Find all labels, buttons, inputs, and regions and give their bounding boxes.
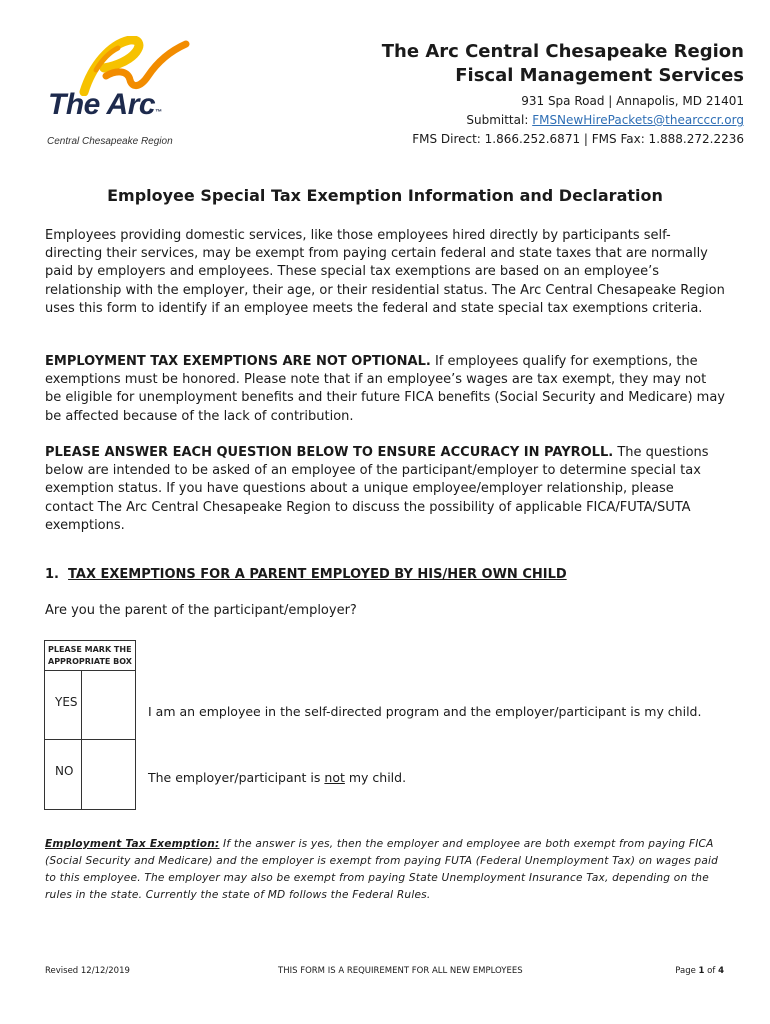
the-arc-logo <box>44 36 214 156</box>
employment-tax-exemption-note <box>45 836 725 904</box>
page-title: Employee Special Tax Exemption Information and Declaration <box>107 186 663 205</box>
yes-row <box>45 671 135 740</box>
org-phone-fax: FMS Direct: 1.866.252.6871 | FMS Fax: 1.888.272.2236 <box>412 132 744 146</box>
section-1-question: Are you the parent of the participant/employer? <box>45 603 357 618</box>
note-text: If the answer is yes, then the employer and employee are both exempt from paying FICA (Social Security and Medicare) and the employer is exempt from paying FUTA (Federal Unemployment Tax) on wages paid to this employee. The employer may also be exempt from paying State Unemployment Insurance Tax, depending on the rules in the state. Currently the state of MD follows the Federal Rules. <box>45 838 719 901</box>
section-1-heading: 1. TAX EXEMPTIONS FOR A PARENT EMPLOYED BY HIS/HER OWN CHILD <box>45 567 567 582</box>
logo-wordmark: The Arc™ <box>48 88 162 121</box>
logo-subtitle: Central Chesapeake Region <box>47 136 173 147</box>
submittal-label: Submittal: <box>466 113 533 127</box>
exemptions-paragraph <box>45 353 725 426</box>
org-address: 931 Spa Road | Annapolis, MD 21401 <box>521 94 744 108</box>
org-submittal <box>382 111 744 130</box>
exemptions-text: If employees qualify for exemptions, the exemptions must be honored. Please note that if an employee’s wages are tax exempt, they may not be eligible for unemployment benefits and their future FICA benefits (Social Security and Medicare) may be affected because of the lack of contribution. <box>45 354 726 424</box>
answer-box <box>44 640 136 810</box>
exemptions-bold: EMPLOYMENT TAX EXEMPTIONS ARE NOT OPTIONAL. <box>45 354 431 369</box>
arc-swoosh-icon <box>44 36 214 96</box>
note-label: Employment Tax Exemption: <box>45 838 220 850</box>
no-checkbox[interactable] <box>81 740 137 809</box>
no-label: NO <box>55 764 74 778</box>
footer-requirement: THIS FORM IS A REQUIREMENT FOR ALL NEW EMPLOYEES <box>278 966 523 976</box>
yes-checkbox[interactable] <box>81 671 137 739</box>
box-header: PLEASE MARK THE APPROPRIATE BOX <box>45 641 135 671</box>
answer-bold: PLEASE ANSWER EACH QUESTION BELOW TO ENSURE ACCURACY IN PAYROLL. <box>45 445 614 460</box>
no-option-text: The employer/participant is not my child. <box>148 770 407 785</box>
answer-text: The questions below are intended to be asked of an employee of the participant/employer to determine special tax exemption status. If you have questions about a unique employee/employer relationship, please contact The Arc Central Chesapeake Region to discuss the possibility of applicable FICA/FUTA/SUTA exemptions. <box>45 445 709 533</box>
footer-revised: Revised 12/12/2019 <box>45 966 130 976</box>
yes-label: YES <box>55 695 78 709</box>
submittal-email-link[interactable]: FMSNewHirePackets@thearcccr.org <box>532 113 744 127</box>
intro-paragraph: Employees providing domestic services, like those employees hired directly by participants self-directing their services, may be exempt from paying certain federal and state taxes that are normally paid by employers and employees. These special tax exemptions are based on an employee’s relationship with the employer, their age, or their residential status. The Arc Central Chesapeake Region uses this form to identify if an employee meets the federal and state special tax exemptions criteria. <box>45 228 725 316</box>
organization-header <box>382 40 744 149</box>
footer-page-number: Page 1 of 4 <box>675 966 724 976</box>
org-name-line1: The Arc Central Chesapeake Region <box>381 41 744 62</box>
answer-paragraph <box>45 444 725 535</box>
yes-option-text: I am an employee in the self-directed program and the employer/participant is my child. <box>148 704 702 719</box>
no-row <box>45 740 135 809</box>
org-name-line2: Fiscal Management Services <box>455 65 744 86</box>
